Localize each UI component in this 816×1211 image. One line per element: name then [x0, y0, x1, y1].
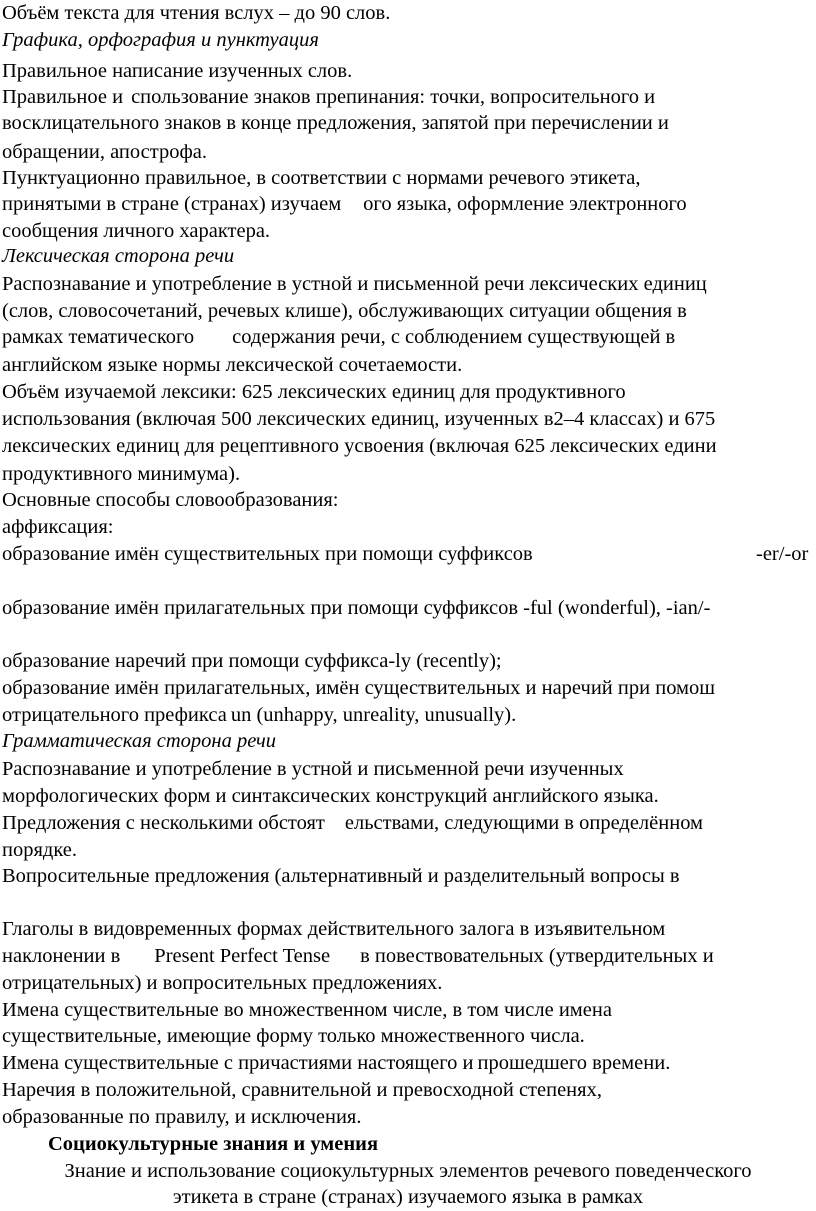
text-line: образование наречий при помощи суффикса-ly (recently);	[2, 650, 502, 672]
text-line: (слов, словосочетаний, речевых клише), обслуживающих ситуации общения в	[2, 300, 687, 322]
section-heading-sociocultural: Социокультурные знания и умения	[48, 1133, 379, 1155]
text-line: Распознавание и употребление в устной и письменной речи изученных	[2, 758, 624, 780]
text-fragment: образование имён существительных при помощи суффиксов	[2, 543, 533, 565]
text-line: порядке.	[2, 839, 78, 861]
text-fragment: прошедшего времени.	[477, 1052, 671, 1074]
text-fragment: рамках тематического	[2, 326, 195, 348]
text-line: отрицательных) и вопросительных предложениях.	[2, 972, 443, 994]
text-fragment: Имена существительные с причастиями настоящего и	[2, 1052, 474, 1074]
text-line: английском языке нормы лексической сочетаемости.	[2, 354, 463, 376]
section-heading-grammar: Грамматическая сторона речи	[2, 730, 277, 752]
text-fragment: отрицательного префикса	[2, 704, 227, 726]
text-line: аффиксация:	[2, 516, 114, 538]
text-line: образование имён прилагательных при помощи суффиксов -ful (wonderful), -ian/-	[2, 597, 711, 619]
text-fragment: Предложения с несколькими обстоят	[2, 812, 325, 834]
text-line	[2, 810, 703, 837]
text-line: Правильное написание изученных слов.	[2, 60, 353, 82]
text-line: этикета в стране (странах) изучаемого языка в рамках	[172, 1186, 644, 1208]
text-line	[2, 702, 516, 729]
text-fragment: принятыми в стране (странах) изучаем	[2, 193, 342, 215]
text-line: продуктивного минимума).	[2, 463, 241, 485]
text-line: Имена существительные во множественном числе, в том числе имена	[2, 999, 612, 1021]
text-fragment: un (unhappy, unreality, unusually).	[230, 704, 517, 726]
text-line: Глаголы в видовременных формах действительного залога в изъявительном	[2, 918, 666, 940]
text-fragment: в повествовательных (утвердительных и	[360, 945, 714, 967]
text-fragment: Правильное и	[2, 86, 124, 108]
text-line: морфологических форм и синтаксических конструкций английского языка.	[2, 785, 659, 807]
section-heading-graphics: Графика, орфография и пунктуация	[2, 29, 319, 51]
text-fragment: -er/-or	[756, 543, 809, 565]
text-fragment: Present Perfect Tense	[154, 945, 331, 967]
text-line: образованные по правилу, и исключения.	[2, 1106, 362, 1128]
text-line	[2, 84, 655, 111]
text-line: обращении, апострофа.	[2, 141, 207, 163]
text-line	[2, 324, 675, 351]
text-line: Наречия в положительной, сравнительной и превосходной степенях,	[2, 1079, 602, 1101]
section-heading-lexical: Лексическая сторона речи	[2, 245, 235, 267]
text-fragment: содержания речи, с соблюдением существующей в	[232, 326, 676, 348]
text-line	[2, 943, 714, 970]
text-line: восклицательного знаков в конце предложения, запятой при перечислении и	[2, 112, 669, 134]
text-line: Объём текста для чтения вслух – до 90 слов.	[2, 2, 391, 24]
text-line: образование имён прилагательных, имён существительных и наречий при помош	[2, 677, 716, 699]
text-line	[2, 541, 816, 568]
text-line: существительные, имеющие форму только множественного числа.	[2, 1025, 585, 1047]
text-line: Знание и использование социокультурных элементов речевого поведенческого	[64, 1160, 752, 1182]
text-line: Пунктуационно правильное, в соответствии с нормами речевого этикета,	[2, 167, 641, 189]
text-line	[2, 1050, 670, 1077]
text-fragment: ельствами, следующими в определённом	[344, 812, 704, 834]
text-fragment: спользование знаков препинания: точки, вопросительного и	[131, 86, 656, 108]
text-line: Основные способы словообразования:	[2, 489, 339, 511]
text-line: Вопросительные предложения (альтернативный и разделительный вопросы в	[2, 865, 680, 887]
text-line: сообщения личного характера.	[2, 220, 271, 242]
text-line	[2, 191, 687, 218]
text-fragment: ого языка, оформление электронного	[363, 193, 687, 215]
text-line: Объём изучаемой лексики: 625 лексических единиц для продуктивного	[2, 381, 626, 403]
text-line: лексических единиц для рецептивного усвоения (включая 625 лексических едини	[2, 435, 717, 457]
text-fragment: наклонении в	[2, 945, 121, 967]
text-line: использования (включая 500 лексических единиц, изученных в2–4 классах) и 675	[2, 408, 716, 430]
text-line: Распознавание и употребление в устной и письменной речи лексических единиц	[2, 273, 707, 295]
